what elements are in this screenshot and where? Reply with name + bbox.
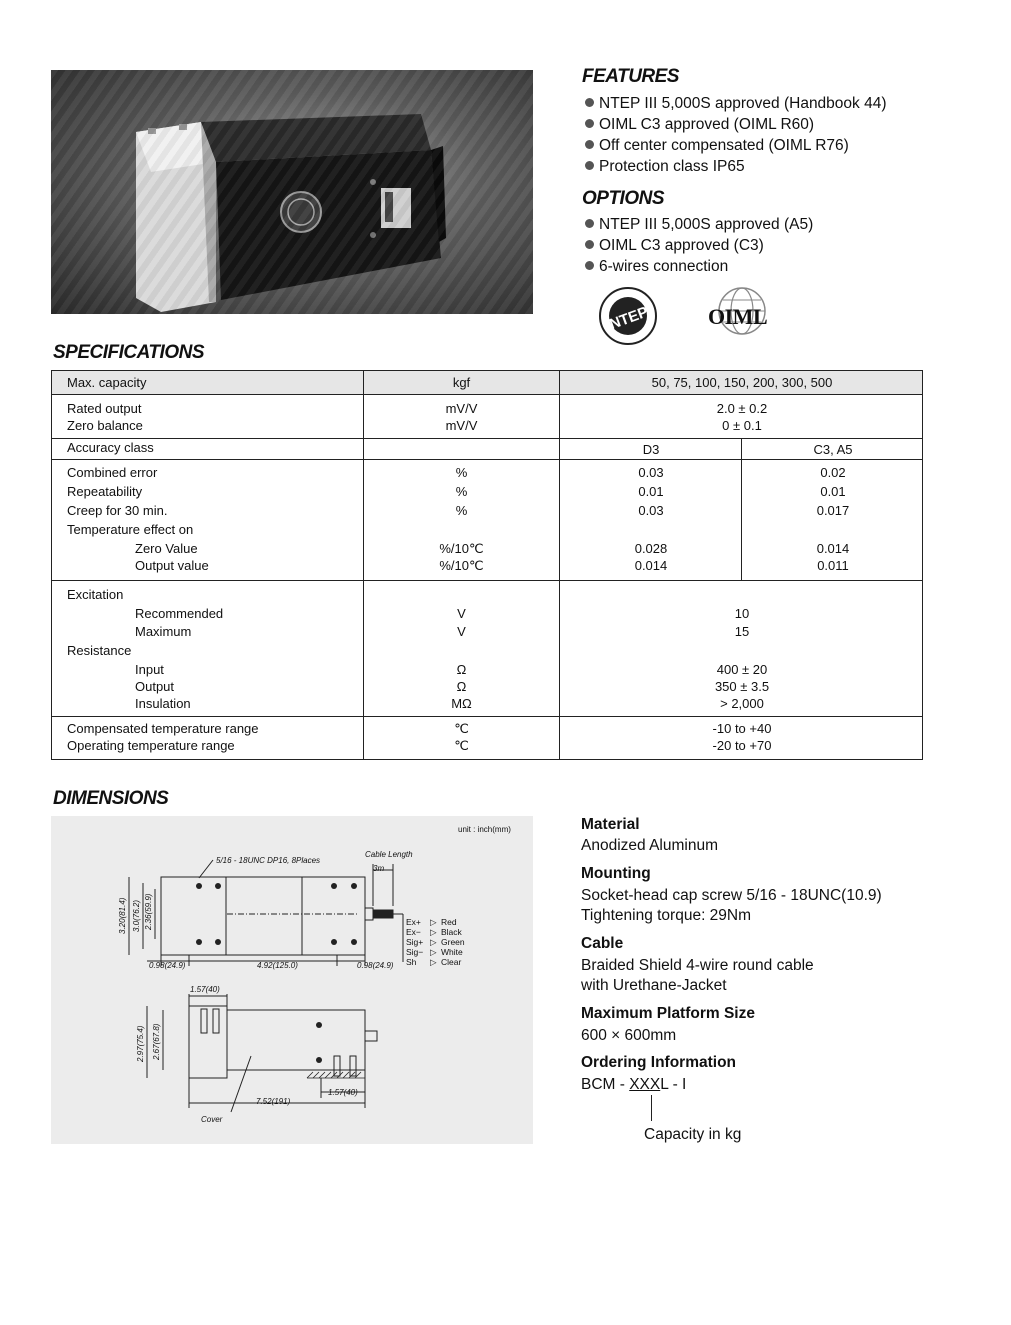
insulation-label: Insulation: [135, 696, 191, 711]
list-item: 6-wires connection: [585, 256, 813, 277]
bullet-icon: [585, 261, 594, 270]
list-item: NTEP III 5,000S approved (A5): [585, 214, 813, 235]
zero-balance-unit: mV/V: [445, 418, 478, 433]
ordering-pointer-line: [651, 1095, 652, 1121]
ordering-note: Capacity in kg: [644, 1126, 742, 1143]
cable-text-1: Braided Shield 4-wire round cable: [581, 957, 814, 974]
wire-color-3: White: [441, 947, 463, 957]
list-item: OIML C3 approved (OIML R60): [585, 114, 887, 135]
wire-arrow-icon: ▷: [430, 927, 437, 937]
platform-text: 600 × 600mm: [581, 1027, 677, 1044]
wire-pin-1: Ex−: [406, 927, 421, 937]
oper-temp-value: -20 to +70: [712, 738, 772, 753]
wire-arrow-icon: ▷: [430, 917, 437, 927]
maximum-unit: V: [457, 624, 466, 639]
header-unit: kgf: [452, 375, 471, 390]
oiml-logo: [706, 286, 778, 336]
list-item: OIML C3 approved (C3): [585, 235, 813, 256]
platform-heading: Maximum Platform Size: [581, 1005, 755, 1022]
wire-color-1: Black: [441, 927, 462, 937]
mounting-text-1: Socket-head cap screw 5/16 - 18UNC(10.9): [581, 887, 882, 904]
output-value-c3: 0.011: [817, 558, 849, 573]
ordering-code: [581, 1075, 686, 1095]
recommended-value: 10: [734, 606, 750, 621]
material-heading: Material: [581, 816, 640, 833]
screw-note: 5/16 - 18UNC DP16, 8Places: [216, 856, 321, 865]
wire-pin-0: Ex+: [406, 917, 421, 927]
dimensions-heading: DIMENSIONS: [53, 788, 169, 809]
wire-color-0: Red: [441, 917, 457, 927]
wire-color-2: Green: [441, 937, 465, 947]
recommended-unit: V: [457, 606, 466, 621]
list-item: Off center compensated (OIML R76): [585, 135, 887, 156]
bullet-icon: [585, 119, 594, 128]
mounting-text-2: Tightening torque: 29Nm: [581, 907, 752, 924]
unit-note: unit : inch(mm): [458, 825, 511, 834]
wire-pin-4: Sh: [406, 957, 417, 967]
creep-unit: %: [455, 503, 468, 518]
mounting-heading: Mounting: [581, 865, 651, 882]
zero-value-d3: 0.028: [634, 541, 668, 556]
cable-length-value: 3m: [373, 864, 385, 873]
header-label: Max. capacity: [67, 375, 147, 390]
output-unit: Ω: [456, 679, 467, 694]
wire-arrow-icon: ▷: [430, 947, 437, 957]
bullet-icon: [585, 98, 594, 107]
specifications-heading: SPECIFICATIONS: [53, 342, 204, 363]
bullet-icon: [585, 140, 594, 149]
combined-error-unit: %: [455, 465, 468, 480]
features-heading: FEATURES: [582, 66, 679, 87]
input-unit: Ω: [456, 662, 467, 677]
features-list: [585, 93, 887, 177]
options-heading: OPTIONS: [582, 188, 665, 209]
insulation-value: > 2,000: [720, 696, 764, 711]
accuracy-class-c3: C3, A5: [813, 442, 853, 457]
maximum-value: 15: [734, 624, 750, 639]
bullet-icon: [585, 219, 594, 228]
wire-pin-2: Sig+: [406, 937, 424, 947]
repeatability-unit: %: [455, 484, 468, 499]
dim-bottom-r: 1.57(40): [328, 1088, 358, 1097]
accuracy-class-label: Accuracy class: [67, 440, 154, 455]
output-value: 350 ± 3.5: [714, 679, 770, 694]
excitation-label: Excitation: [67, 587, 124, 602]
creep-c3: 0.017: [816, 503, 850, 518]
zero-value-unit: %/10℃: [439, 541, 484, 556]
bullet-icon: [585, 240, 594, 249]
list-item: NTEP III 5,000S approved (Handbook 44): [585, 93, 887, 114]
output-value-unit: %/10℃: [439, 558, 484, 573]
ordering-capacity-code: XXX: [629, 1076, 661, 1093]
product-photo: [51, 70, 533, 314]
wire-arrow-icon: ▷: [430, 957, 437, 967]
wire-color-4: Clear: [441, 957, 462, 967]
zero-value-label: Zero Value: [135, 541, 198, 556]
zero-balance-value: 0 ± 0.1: [722, 418, 762, 433]
oiml-logo-text: OIML: [708, 304, 768, 329]
rated-output-value: 2.0 ± 0.2: [716, 401, 768, 416]
cable-text-2: with Urethane-Jacket: [581, 977, 727, 994]
wire-arrow-icon: ▷: [430, 937, 437, 947]
temp-effect-label: Temperature effect on: [67, 522, 194, 537]
material-text: Anodized Aluminum: [581, 837, 718, 854]
output-label: Output: [135, 679, 175, 694]
dim-sh1: 2.97(75.4): [136, 1025, 145, 1062]
repeatability-c3: 0.01: [820, 484, 846, 499]
accuracy-class-d3: D3: [642, 442, 660, 457]
cable-heading: Cable: [581, 935, 624, 952]
cable-length-label: Cable Length: [365, 850, 413, 859]
maximum-label: Maximum: [135, 624, 192, 639]
ordering-prefix: BCM -: [581, 1076, 630, 1093]
cover-label: Cover: [201, 1115, 223, 1124]
dimension-drawing: [51, 816, 533, 1144]
input-label: Input: [135, 662, 164, 677]
dim-w-mid: 4.92(125.0): [257, 961, 298, 970]
wire-pin-3: Sig−: [406, 947, 424, 957]
dim-h3: 2.36(59.9): [144, 893, 153, 930]
comp-temp-label: Compensated temperature range: [67, 721, 259, 736]
input-value: 400 ± 20: [716, 662, 768, 677]
ntep-logo-icon: [598, 286, 658, 346]
oper-temp-unit: ℃: [454, 738, 469, 753]
repeatability-label: Repeatability: [67, 484, 143, 499]
dim-w-right: 0.98(24.9): [357, 961, 394, 970]
repeatability-d3: 0.01: [638, 484, 664, 499]
rated-output-label: Rated output: [67, 401, 142, 416]
zero-balance-label: Zero balance: [67, 418, 143, 433]
ordering-suffix: L - I: [660, 1076, 687, 1093]
dim-bottom-w: 7.52(191): [256, 1097, 291, 1106]
comp-temp-unit: ℃: [454, 721, 469, 736]
bullet-icon: [585, 161, 594, 170]
svg-text:NTEP: NTEP: [607, 303, 651, 334]
comp-temp-value: -10 to +40: [712, 721, 772, 736]
output-value-d3: 0.014: [634, 558, 668, 573]
dim-w-left: 0.98(24.9): [149, 961, 186, 970]
creep-label: Creep for 30 min.: [67, 503, 168, 518]
dim-sh2: 2.67(67.8): [152, 1023, 161, 1060]
combined-error-label: Combined error: [67, 465, 158, 480]
zero-value-c3: 0.014: [816, 541, 850, 556]
dimension-diagram: [51, 816, 533, 1144]
recommended-label: Recommended: [135, 606, 224, 621]
oper-temp-label: Operating temperature range: [67, 738, 235, 753]
dim-top-w: 1.57(40): [190, 985, 220, 994]
output-value-label: Output value: [135, 558, 209, 573]
ordering-heading: Ordering Information: [581, 1054, 736, 1071]
specifications-table: [51, 370, 923, 760]
list-item: Protection class IP65: [585, 156, 887, 177]
dim-h2: 3.0(76.2): [132, 899, 141, 932]
dim-h1: 3.20(81.4): [118, 897, 127, 934]
resistance-label: Resistance: [67, 643, 132, 658]
header-value: 50, 75, 100, 150, 200, 300, 500: [651, 375, 833, 390]
options-list: [585, 214, 813, 277]
combined-error-c3: 0.02: [820, 465, 846, 480]
combined-error-d3: 0.03: [638, 465, 664, 480]
insulation-unit: MΩ: [451, 696, 472, 711]
creep-d3: 0.03: [638, 503, 664, 518]
rated-output-unit: mV/V: [445, 401, 478, 416]
